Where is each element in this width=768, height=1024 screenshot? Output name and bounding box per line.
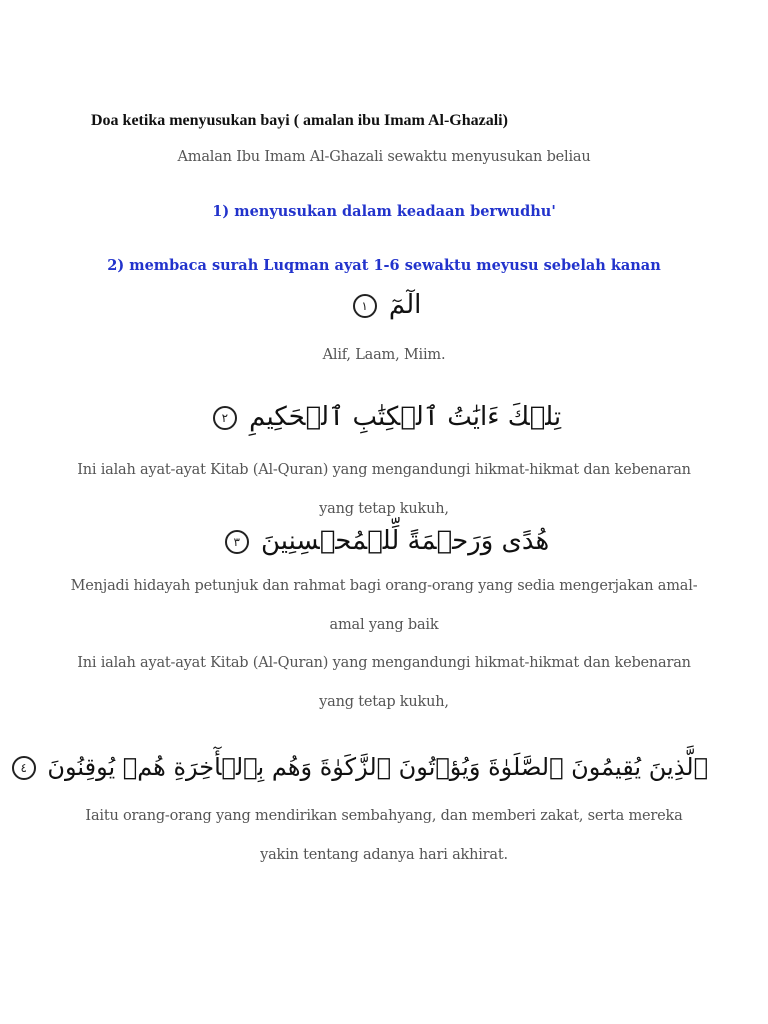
page-title: Doa ketika menyusukan bayi ( amalan ibu Imam Al-Ghazali): [91, 112, 508, 129]
verse-2-text: تِلۡكَ ءَايَٰتُ ٱلۡكِتَٰبِ ٱلۡحَكِيمِ: [249, 402, 562, 432]
verse-1-text: الٓمٓ: [388, 290, 422, 320]
verse-1-number-icon: ١: [353, 294, 377, 318]
verse-2-translation-line-2: yang tetap kukuh,: [319, 501, 449, 517]
verse-3-translation-line-4: yang tetap kukuh,: [319, 694, 449, 710]
verse-4-translation-line-2: yakin tentang adanya hari akhirat.: [260, 847, 508, 863]
verse-3-translation-line-2: amal yang baik: [329, 617, 439, 633]
verse-1-translation: Alif, Laam, Miim.: [322, 347, 446, 363]
verse-2-number-icon: ٢: [213, 406, 237, 430]
verse-3-number-icon: ٣: [225, 530, 249, 554]
verse-4-arabic: [20, 753, 708, 781]
verse-4-text: ٱلَّذِينَ يُقِيمُونَ ٱلصَّلَوٰةَ وَيُؤۡتُونَ ٱلزَّكَوٰةَ وَهُم بِٱلۡأٓخِرَةِ هُمۡ يُوقِنُونَ: [47, 753, 708, 781]
step-2: 2) membaca surah Luqman ayat 1-6 sewaktu meyusu sebelah kanan: [107, 257, 661, 274]
verse-4-number-icon: ٤: [12, 756, 36, 780]
verse-3-translation-line-3: Ini ialah ayat-ayat Kitab (Al-Quran) yang mengandungi hikmat-hikmat dan kebenaran: [77, 655, 691, 671]
verse-3-text: هُدًى وَرَحۡمَةً لِّلۡمُحۡسِنِينَ: [261, 526, 550, 556]
verse-3-arabic: [60, 526, 708, 556]
step-1: 1) menyusukan dalam keadaan berwudhu': [212, 203, 556, 220]
verse-2-arabic: [60, 402, 708, 432]
subtitle: Amalan Ibu Imam Al-Ghazali sewaktu menyusukan beliau: [177, 149, 591, 165]
verse-3-translation-line-1: Menjadi hidayah petunjuk dan rahmat bagi orang-orang yang sedia mengerjakan amal-: [70, 578, 698, 594]
verse-4-translation-line-1: Iaitu orang-orang yang mendirikan sembahyang, dan memberi zakat, serta mereka: [85, 808, 683, 824]
verse-1-arabic: [60, 290, 708, 320]
verse-2-translation-line-1: Ini ialah ayat-ayat Kitab (Al-Quran) yang mengandungi hikmat-hikmat dan kebenaran: [77, 462, 691, 478]
